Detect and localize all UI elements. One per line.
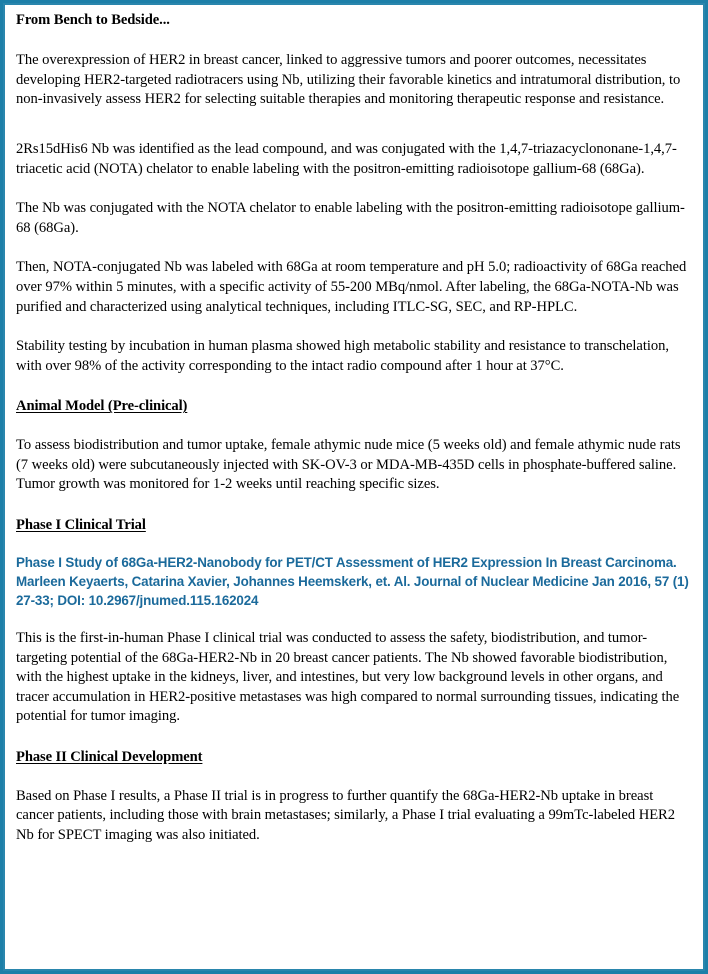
phase-one-paragraph: This is the first-in-human Phase I clinical trial was conducted to assess the safety, biodistribution, and tumor-targeting potential of the 68Ga-HER2-Nb in 20 breast cancer patients. The Nb showed favorable biodistribution, with the highest uptake in the kidneys, liver, and intestines, but very low background levels in other organs, and tracer accumulation in HER2-positive metastases was high compared to normal surrounding tissues, indicating the potential for tumor imaging. (16, 630, 680, 725)
page-title: From Bench to Bedside... (16, 12, 170, 28)
spacer (14, 768, 691, 787)
spacer (14, 110, 691, 140)
animal-model-heading: Animal Model (Pre-clinical) (16, 398, 188, 415)
lead-compound-paragraph: 2Rs15dHis6 Nb was identified as the lead compound, and was conjugated with the 1,4,7-triazacyclononane-1,4,7-triacetic acid (NOTA) chelator to enable labeling with the positron-emitting radioisotope gallium-68 (68Ga). (16, 141, 677, 177)
stability-paragraph: Stability testing by incubation in human plasma showed high metabolic stability and resistance to transchelation, with over 98% of the activity corresponding to the intact radio compound after 1 hour at 37°C. (16, 338, 669, 374)
spacer (14, 238, 691, 258)
conjugation-paragraph: The Nb was conjugated with the NOTA chelator to enable labeling with the positron-emitting radioisotope gallium-68 (68Ga). (16, 200, 685, 236)
phase-two-heading: Phase II Clinical Development (16, 749, 203, 766)
spacer (14, 317, 691, 337)
phase-two-heading-row (14, 748, 691, 768)
labeling-paragraph: Then, NOTA-conjugated Nb was labeled with 68Ga at room temperature and pH 5.0; radioactivity of 68Ga reached over 97% within 5 minutes, with a specific activity of 55-200 MBq/nmol. After labeling, the 68Ga-NOTA-Nb was purified and characterized using analytical techniques, including ITLC-SG, SEC, and RP-HPLC. (16, 259, 687, 315)
spacer (14, 495, 691, 516)
phase-one-citation[interactable]: Phase I Study of 68Ga-HER2-Nanobody for PET/CT Assessment of HER2 Expression In Breast Carcinoma. Marleen Keyaerts, Catarina Xavier, Johannes Heemskerk, et. Al. Journal of Nuclear Medicine Jan 2016, 57 (1) 27-33; DOI: 10.2967/jnumed.115.162024 (16, 555, 689, 608)
animal-model-paragraph: To assess biodistribution and tumor uptake, female athymic nude mice (5 weeks old) and female athymic nude rats (7 weeks old) were subcutaneously injected with SK-OV-3 or MDA-MB-435D cells in phosphate-buffered saline. Tumor growth was monitored for 1-2 weeks until reaching specific sizes. (16, 436, 681, 493)
spacer (14, 179, 691, 199)
phase-one-heading: Phase I Clinical Trial (16, 516, 146, 533)
spacer (14, 727, 691, 748)
spacer (14, 417, 691, 436)
spacer (14, 535, 691, 554)
spacer (14, 376, 691, 397)
spacer (14, 610, 691, 629)
slide-content (14, 9, 691, 971)
phase-one-heading-row (14, 516, 691, 536)
animal-model-heading-row (14, 397, 691, 417)
intro-paragraph: The overexpression of HER2 in breast cancer, linked to aggressive tumors and poorer outcomes, necessitates developing HER2-targeted radiotracers using Nb, utilizing their favorable kinetics and intratumoral distribution, to non-invasively assess HER2 for selecting suitable therapies and monitoring therapeutic response and resistance. (16, 52, 681, 108)
phase-two-paragraph: Based on Phase I results, a Phase II trial is in progress to further quantify the 68Ga-HER2-Nb uptake in breast cancer patients, including those with brain metastases; similarly, a Phase I trial evaluating a 99mTc-labeled HER2 Nb for SPECT imaging was also initiated. (16, 787, 675, 843)
spacer (14, 29, 691, 51)
